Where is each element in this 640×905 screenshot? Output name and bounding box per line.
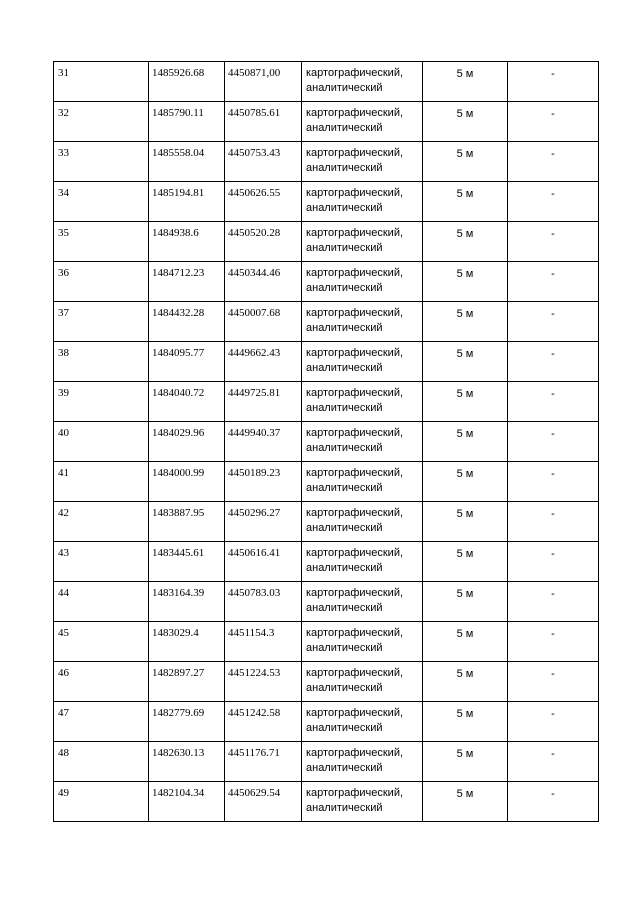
method-line-2: аналитический <box>306 202 383 214</box>
x-coordinate-cell: 1484040.72 <box>149 382 225 422</box>
x-coordinate-cell: 1485194.81 <box>149 182 225 222</box>
method-line-1: картографический, <box>306 707 404 719</box>
x-coordinate-cell: 1482104.34 <box>149 782 225 822</box>
method-line-2: аналитический <box>306 402 383 414</box>
method-line-1: картографический, <box>306 507 404 519</box>
method-line-2: аналитический <box>306 482 383 494</box>
method-line-2: аналитический <box>306 642 383 654</box>
accuracy-cell: 5 м <box>423 142 508 182</box>
description-cell: - <box>508 302 599 342</box>
point-number-cell: 38 <box>54 342 149 382</box>
point-number-cell: 35 <box>54 222 149 262</box>
point-number-cell: 39 <box>54 382 149 422</box>
x-coordinate-cell: 1485790.11 <box>149 102 225 142</box>
method-line-1: картографический, <box>306 667 404 679</box>
accuracy-cell: 5 м <box>423 502 508 542</box>
method-cell <box>302 302 423 342</box>
y-coordinate-cell: 4450783.03 <box>225 582 302 622</box>
description-cell: - <box>508 622 599 662</box>
x-coordinate-cell: 1485558.04 <box>149 142 225 182</box>
point-number-cell: 33 <box>54 142 149 182</box>
point-number-cell: 49 <box>54 782 149 822</box>
table-row <box>54 342 599 382</box>
point-number-cell: 34 <box>54 182 149 222</box>
y-coordinate-cell: 4450871,00 <box>225 62 302 102</box>
table-row <box>54 662 599 702</box>
x-coordinate-cell: 1484095.77 <box>149 342 225 382</box>
table-row <box>54 542 599 582</box>
method-cell <box>302 462 423 502</box>
method-cell <box>302 662 423 702</box>
method-line-1: картографический, <box>306 67 404 79</box>
description-cell: - <box>508 382 599 422</box>
method-line-1: картографический, <box>306 107 404 119</box>
method-line-1: картографический, <box>306 267 404 279</box>
x-coordinate-cell: 1483887.95 <box>149 502 225 542</box>
accuracy-cell: 5 м <box>423 622 508 662</box>
description-cell: - <box>508 742 599 782</box>
point-number-cell: 44 <box>54 582 149 622</box>
method-line-1: картографический, <box>306 747 404 759</box>
method-line-2: аналитический <box>306 562 383 574</box>
point-number-cell: 32 <box>54 102 149 142</box>
method-cell <box>302 382 423 422</box>
description-cell: - <box>508 182 599 222</box>
table-row <box>54 302 599 342</box>
y-coordinate-cell: 4450296.27 <box>225 502 302 542</box>
method-cell <box>302 782 423 822</box>
x-coordinate-cell: 1482630.13 <box>149 742 225 782</box>
y-coordinate-cell: 4450629.54 <box>225 782 302 822</box>
x-coordinate-cell: 1482897.27 <box>149 662 225 702</box>
description-cell: - <box>508 422 599 462</box>
accuracy-cell: 5 м <box>423 662 508 702</box>
description-cell: - <box>508 542 599 582</box>
method-line-2: аналитический <box>306 82 383 94</box>
description-cell: - <box>508 462 599 502</box>
accuracy-cell: 5 м <box>423 582 508 622</box>
y-coordinate-cell: 4451154.3 <box>225 622 302 662</box>
method-line-2: аналитический <box>306 162 383 174</box>
table-row <box>54 462 599 502</box>
y-coordinate-cell: 4450344.46 <box>225 262 302 302</box>
accuracy-cell: 5 м <box>423 702 508 742</box>
method-cell <box>302 622 423 662</box>
method-line-2: аналитический <box>306 322 383 334</box>
method-line-1: картографический, <box>306 227 404 239</box>
accuracy-cell: 5 м <box>423 742 508 782</box>
method-cell <box>302 422 423 462</box>
x-coordinate-cell: 1484000.99 <box>149 462 225 502</box>
method-line-1: картографический, <box>306 587 404 599</box>
x-coordinate-cell: 1484029.96 <box>149 422 225 462</box>
y-coordinate-cell: 4450626.55 <box>225 182 302 222</box>
description-cell: - <box>508 782 599 822</box>
y-coordinate-cell: 4451224.53 <box>225 662 302 702</box>
table-row <box>54 142 599 182</box>
accuracy-cell: 5 м <box>423 542 508 582</box>
table-row <box>54 742 599 782</box>
method-line-2: аналитический <box>306 122 383 134</box>
method-cell <box>302 222 423 262</box>
point-number-cell: 42 <box>54 502 149 542</box>
method-cell <box>302 142 423 182</box>
point-number-cell: 45 <box>54 622 149 662</box>
method-line-2: аналитический <box>306 442 383 454</box>
method-line-2: аналитический <box>306 242 383 254</box>
y-coordinate-cell: 4449725.81 <box>225 382 302 422</box>
table-row <box>54 582 599 622</box>
x-coordinate-cell: 1484712.23 <box>149 262 225 302</box>
point-number-cell: 48 <box>54 742 149 782</box>
method-cell <box>302 62 423 102</box>
description-cell: - <box>508 502 599 542</box>
y-coordinate-cell: 4451242.58 <box>225 702 302 742</box>
point-number-cell: 46 <box>54 662 149 702</box>
accuracy-cell: 5 м <box>423 382 508 422</box>
method-line-2: аналитический <box>306 522 383 534</box>
method-line-2: аналитический <box>306 722 383 734</box>
y-coordinate-cell: 4450007.68 <box>225 302 302 342</box>
method-cell <box>302 102 423 142</box>
table-row <box>54 622 599 662</box>
y-coordinate-cell: 4451176.71 <box>225 742 302 782</box>
accuracy-cell: 5 м <box>423 302 508 342</box>
method-cell <box>302 262 423 302</box>
method-cell <box>302 182 423 222</box>
coordinates-table <box>53 61 599 822</box>
y-coordinate-cell: 4450520.28 <box>225 222 302 262</box>
accuracy-cell: 5 м <box>423 462 508 502</box>
x-coordinate-cell: 1484938.6 <box>149 222 225 262</box>
table-row <box>54 422 599 462</box>
method-cell <box>302 502 423 542</box>
accuracy-cell: 5 м <box>423 262 508 302</box>
y-coordinate-cell: 4450616.41 <box>225 542 302 582</box>
y-coordinate-cell: 4449940.37 <box>225 422 302 462</box>
point-number-cell: 37 <box>54 302 149 342</box>
x-coordinate-cell: 1484432.28 <box>149 302 225 342</box>
point-number-cell: 40 <box>54 422 149 462</box>
description-cell: - <box>508 142 599 182</box>
method-line-1: картографический, <box>306 627 404 639</box>
table-row <box>54 262 599 302</box>
accuracy-cell: 5 м <box>423 62 508 102</box>
method-line-1: картографический, <box>306 467 404 479</box>
method-line-2: аналитический <box>306 282 383 294</box>
description-cell: - <box>508 262 599 302</box>
method-cell <box>302 342 423 382</box>
x-coordinate-cell: 1483029.4 <box>149 622 225 662</box>
y-coordinate-cell: 4450189.23 <box>225 462 302 502</box>
description-cell: - <box>508 102 599 142</box>
y-coordinate-cell: 4450753.43 <box>225 142 302 182</box>
accuracy-cell: 5 м <box>423 782 508 822</box>
description-cell: - <box>508 582 599 622</box>
method-line-1: картографический, <box>306 387 404 399</box>
x-coordinate-cell: 1483445.61 <box>149 542 225 582</box>
description-cell: - <box>508 222 599 262</box>
table-row <box>54 102 599 142</box>
method-line-2: аналитический <box>306 802 383 814</box>
point-number-cell: 43 <box>54 542 149 582</box>
method-line-1: картографический, <box>306 347 404 359</box>
table-row <box>54 702 599 742</box>
table-row <box>54 782 599 822</box>
method-line-1: картографический, <box>306 787 404 799</box>
method-line-1: картографический, <box>306 187 404 199</box>
accuracy-cell: 5 м <box>423 222 508 262</box>
method-line-1: картографический, <box>306 427 404 439</box>
x-coordinate-cell: 1482779.69 <box>149 702 225 742</box>
accuracy-cell: 5 м <box>423 342 508 382</box>
accuracy-cell: 5 м <box>423 422 508 462</box>
accuracy-cell: 5 м <box>423 102 508 142</box>
method-cell <box>302 702 423 742</box>
description-cell: - <box>508 62 599 102</box>
table-row <box>54 382 599 422</box>
method-cell <box>302 582 423 622</box>
x-coordinate-cell: 1483164.39 <box>149 582 225 622</box>
method-line-2: аналитический <box>306 682 383 694</box>
y-coordinate-cell: 4449662.43 <box>225 342 302 382</box>
table-row <box>54 182 599 222</box>
point-number-cell: 36 <box>54 262 149 302</box>
x-coordinate-cell: 1485926.68 <box>149 62 225 102</box>
description-cell: - <box>508 342 599 382</box>
point-number-cell: 47 <box>54 702 149 742</box>
method-cell <box>302 742 423 782</box>
method-line-1: картографический, <box>306 147 404 159</box>
accuracy-cell: 5 м <box>423 182 508 222</box>
table-row <box>54 502 599 542</box>
y-coordinate-cell: 4450785.61 <box>225 102 302 142</box>
description-cell: - <box>508 702 599 742</box>
coordinates-table-body <box>54 62 599 822</box>
method-line-1: картографический, <box>306 547 404 559</box>
table-row <box>54 62 599 102</box>
table-row <box>54 222 599 262</box>
method-line-2: аналитический <box>306 762 383 774</box>
method-cell <box>302 542 423 582</box>
point-number-cell: 41 <box>54 462 149 502</box>
description-cell: - <box>508 662 599 702</box>
method-line-1: картографический, <box>306 307 404 319</box>
method-line-2: аналитический <box>306 362 383 374</box>
point-number-cell: 31 <box>54 62 149 102</box>
method-line-2: аналитический <box>306 602 383 614</box>
